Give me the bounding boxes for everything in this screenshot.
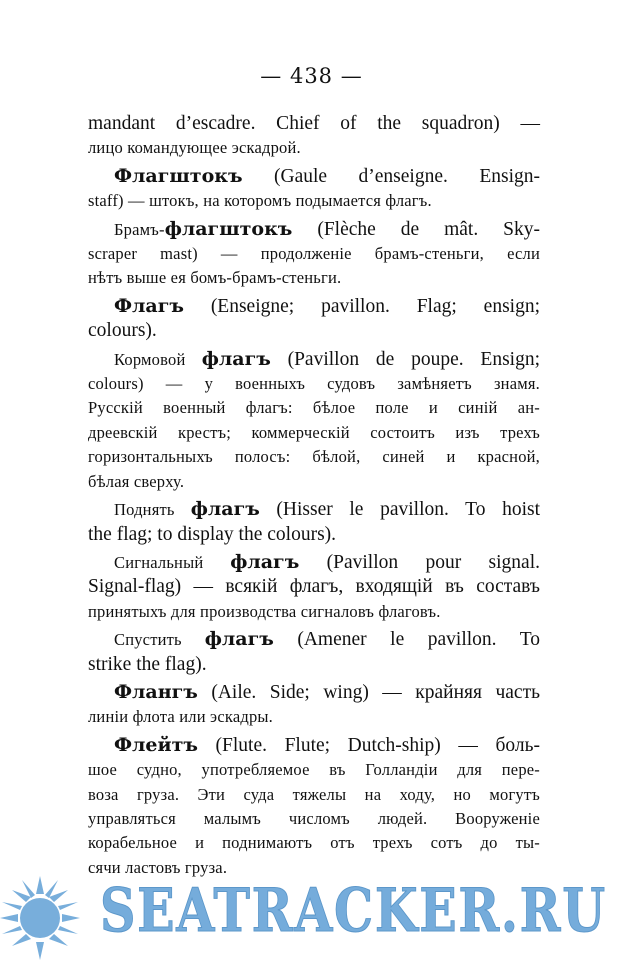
text-line: (Gaule d’enseigne. Ensign- [242, 165, 540, 187]
text-line: лицо командующее эскадрой. [88, 138, 301, 158]
headword: флагъ [190, 498, 260, 521]
entry-fleyt [88, 733, 540, 758]
headword: флагъ [201, 347, 271, 370]
headword: флагштокъ [164, 217, 293, 240]
text-line: нѣтъ выше ея бомъ-брамъ-стеньги. [88, 268, 342, 288]
entry-spustit-flag [88, 627, 540, 652]
text-line: (Pavillon de poupe. Ensign; [270, 348, 540, 370]
entry-signalny-flag [88, 550, 540, 575]
text-line: Кормовой [114, 349, 202, 369]
text-line: принятыхъ для производства сигналовъ флаговъ. [88, 601, 441, 621]
text-line: scraper mast) — продолженіе брамъ-стеньги, если [88, 244, 540, 264]
headword: Флагштокъ [114, 164, 243, 187]
entry-flang [88, 680, 540, 705]
text-line: Спустить [114, 630, 205, 650]
text-line: (Flèche de mât. Sky- [292, 218, 540, 240]
text-line: mandant d’escadre. Chief of the squadron) — [88, 113, 540, 134]
text-line: Русскій военный флагъ: бѣлое поле и синій ан- [88, 398, 540, 418]
text-line: корабельное и поднимаютъ отъ трехъ сотъ до ты- [88, 833, 540, 853]
text-line: staff) — штокъ, на которомъ подымается флагъ. [88, 191, 432, 211]
text-line: (Aile. Side; wing) — крайняя часть [197, 681, 540, 703]
entry-flag [88, 294, 540, 319]
text-line: (Hisser le pavillon. To hoist [259, 499, 540, 521]
dictionary-text [88, 112, 540, 880]
entry-flagshtok [88, 164, 540, 189]
text-line: colours) — у военныхъ судовъ замѣняетъ знамя. [88, 374, 540, 394]
text-line: сячи ластовъ груза. [88, 857, 228, 877]
text-line: strike the flag). [88, 653, 207, 675]
text-line: горизонтальныхъ полосъ: бѣлой, синей и красной, [88, 447, 540, 467]
text-line: colours). [88, 320, 157, 342]
headword: Флейтъ [114, 733, 198, 756]
headword: флагъ [204, 628, 274, 651]
text-line: линіи флота или эскадры. [88, 707, 274, 727]
text-line: the flag; to display the colours). [88, 523, 337, 545]
text-line: воза груза. Эти суда тяжелы на ходу, но могутъ [88, 784, 540, 804]
text-line: (Enseigne; pavillon. Flag; ensign; [183, 295, 540, 317]
watermark [0, 868, 623, 963]
entry-bram-flagshtok [88, 217, 540, 242]
page-number: — 438 — [260, 64, 363, 88]
text-line: Поднять [114, 500, 191, 520]
text-line: (Flute. Flute; Dutch-ship) — боль- [197, 734, 540, 756]
headword: Флагъ [114, 294, 184, 317]
sun-icon [0, 868, 110, 963]
headword: Флангъ [114, 680, 198, 703]
entry-podnyat-flag [88, 497, 540, 522]
watermark-text: SEATRACKER.RU [100, 876, 607, 946]
text-line: управляться малымъ числомъ людей. Вооруженіе [88, 808, 540, 828]
entry-kormovoy-flag [88, 347, 540, 372]
text-line: бѣлая сверху. [88, 471, 185, 491]
text-line: Сигнальный [114, 552, 231, 572]
text-line: (Amener le pavillon. To [273, 629, 540, 651]
text-line: (Pavillon pour signal. [299, 551, 540, 573]
text-line: Брамъ- [114, 219, 165, 239]
headword: флагъ [230, 550, 300, 573]
text-line: Signal-flag) — всякій флагъ, входящій въ составъ [88, 576, 540, 598]
text-line: шое судно, употребляемое въ Голландіи для пере- [88, 760, 540, 780]
text-line: дреевскій крестъ; коммерческій состоитъ изъ трехъ [88, 422, 540, 442]
